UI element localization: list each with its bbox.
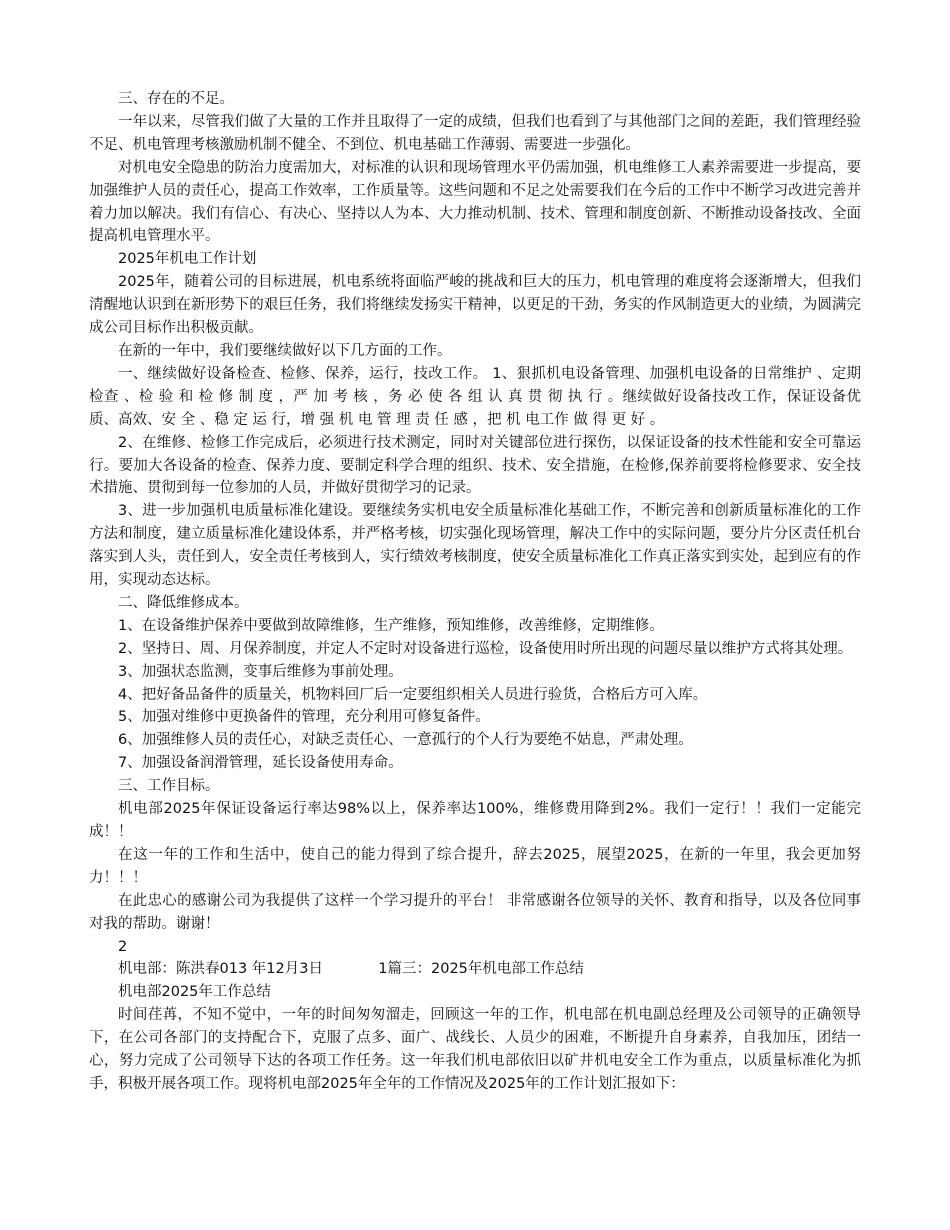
paragraph: 2、在维修、检修工作完成后，必须进行技术测定，同时对关键部位进行探伤，以保证设备的技术性能和安全可靠运行。要加大各设备的检查、保养力度、要制定科学合理的组织、技术、安全措施，在检修,保养前要将检修要求、安全技术措施、贯彻到每一位参加的人员，并做好贯彻学习的记录。 [89, 434, 861, 497]
paragraph: 在这一年的工作和生活中，使自己的能力得到了综合提升，辞去2025，展望2025，在新的一年里，我会更加努力！！！ [89, 846, 861, 886]
document-page [89, 88, 861, 1096]
paragraph: 对机电安全隐患的防治力度需加大，对标准的认识和现场管理水平仍需加强，机电维修工人素养需要进一步提高，要加强维护人员的责任心，提高工作效率，工作质量等。这些问题和不足之处需要我们在今后的工作中不断学习改进完善并着力加以解决。我们有信心、有决心、坚持以人为本、大力推动机制、技术、管理和制度创新、不断推动设备技改、全面提高机电管理水平。 [89, 159, 861, 245]
paragraph: 3、进一步加强机电质量标准化建设。要继续务实机电安全质量标准化基础工作，不断完善和创新质量标准化的工作方法和制度，建立质量标准化建设体系，并严格考核，切实强化现场管理，解决工作中的实际问题，要分片分区责任机台落实到人头，责任到人，安全责任考核到人，实行绩效考核制度，使安全质量标准化工作真正落实到实处，起到应有的作用，实现动态达标。 [89, 503, 861, 589]
section-heading-goals: 三、工作目标。 [118, 778, 220, 795]
signature-line: 机电部：陈洪春013 年12月3日 [118, 961, 323, 978]
list-item: 4、把好备品备件的质量关，机物料回厂后一定要组织相关人员进行验货，合格后方可入库。 [118, 686, 708, 703]
page-number: 2 [118, 938, 128, 955]
list-item: 3、加强状态监测，变事后维修为事前处理。 [118, 663, 403, 680]
paragraph: 在新的一年中，我们要继续做好以下几方面的工作。 [118, 342, 452, 359]
paragraph: 在此忠心的感谢公司为我提供了这样一个学习提升的平台！ 非常感谢各位领导的关怀、教育和指导，以及各位同事对我的帮助。谢谢！ [89, 892, 861, 932]
list-item: 2、坚持日、周、月保养制度，并定人不定时对设备进行巡检，设备使用时所出现的问题尽量以维护方式将其处理。 [118, 640, 853, 657]
paragraph: 一、继续做好设备检查、检修、保养，运行，技改工作。 1、狠抓机电设备管理、加强机电设备的日常维护 、定期检查 、检 验 和 检 修 制 度 ，严 加 考 核 ，务 必 使 各 组 认 真 贯 彻 执 行 。继续做好设备技改工作，保证设备优质、高效、安 全 、稳 定 运 行，增 强 机 电 管 理 责 任 感 ，把 机 电工作 做 得 更 好 。 [89, 365, 861, 428]
list-item: 1、在设备维护保养中要做到故障维修，生产维修，预知维修，改善维修，定期维修。 [118, 617, 664, 634]
signature-row [89, 958, 861, 981]
list-item: 6、加强维修人员的责任心，对缺乏责任心、一意孤行的个人行为要绝不姑息，严肃处理。 [118, 732, 693, 749]
list-item: 5、加强对维修中更换备件的管理，充分利用可修复备件。 [118, 709, 490, 726]
section-heading-cost: 二、降低维修成本。 [118, 594, 249, 611]
list-item: 7、加强设备润滑管理，延长设备使用寿命。 [118, 755, 403, 772]
paragraph: 2025年，随着公司的目标进展，机电系统将面临严峻的挑战和巨大的压力，机电管理的难度将会逐渐增大，但我们清醒地认识到在新形势下的艰巨任务，我们将继续发扬实干精神，以更足的干劲，务实的作风制造更大的业绩，为圆满完成公司目标作出积极贡献。 [89, 274, 861, 337]
paragraph: 一年以来，尽管我们做了大量的工作并且取得了一定的成绩，但我们也看到了与其他部门之间的差距，我们管理经验不足、机电管理考核激励机制不健全、不到位、机电基础工作薄弱、需要进一步强化。 [89, 113, 861, 153]
paragraph: 时间荏苒，不知不觉中，一年的时间匆匆溜走，回顾这一年的工作，机电部在机电副总经理及公司领导的正确领导下，在公司各部门的支持配合下，克服了点多、面广、战线长、人员少的困难，不断提升自身素养，自我加压，团结一心，努力完成了公司领导下达的各项工作任务。这一年我们机电部依旧以矿井机电安全工作为重点，以质量标准化为抓手，积极开展各项工作。现将机电部2025年全年的工作情况及2025年的工作计划汇报如下： [89, 1007, 861, 1092]
plan-title: 2025年机电工作计划 [118, 251, 257, 268]
paragraph: 机电部2025年保证设备运行率达98%以上，保养率达100%，维修费用降到2%。我们一定行！！我们一定能完成！！ [89, 801, 861, 840]
summary-title: 机电部2025年工作总结 [118, 984, 271, 1001]
next-article-title: 1篇三：2025年机电部工作总结 [378, 961, 584, 978]
section-heading-shortcomings: 三、存在的不足。 [118, 91, 234, 107]
